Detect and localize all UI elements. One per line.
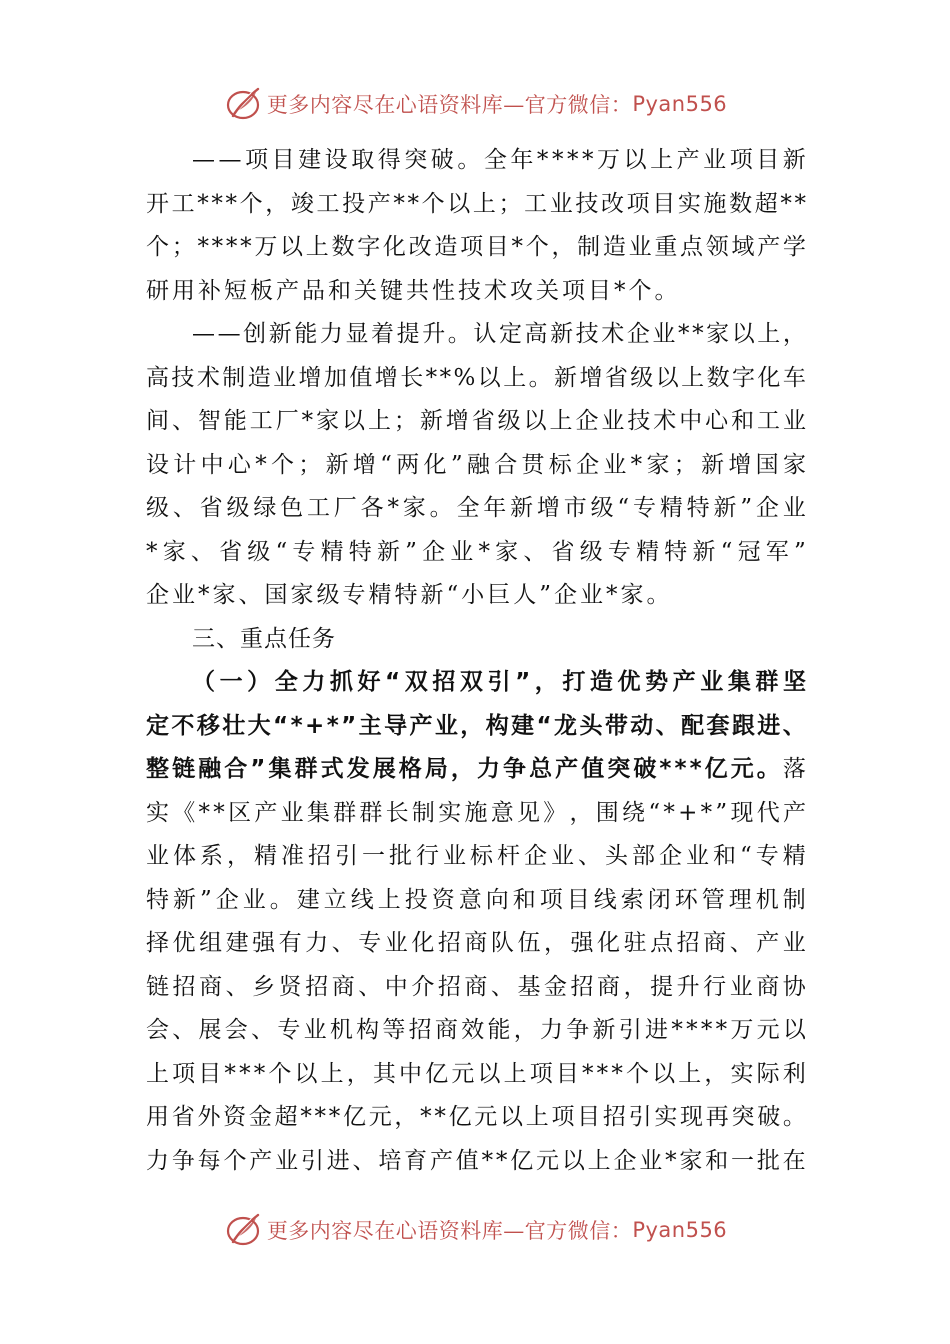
feather-seal-logo-icon	[223, 1210, 263, 1250]
text-line: 力 争 每 个 产 业 引 进 、 培 育 产 值 * * 亿 元 以 上 企 业 * 家 和 一 批 在	[146, 1147, 806, 1174]
text-line: 级 、 省 级 绿 色 工 厂 各 * 家 。 全 年 新 增 市 级 “ 专 精 特 新 ” 企 业	[146, 495, 806, 521]
text-line: * 家 、 省 级 “ 专 精 特 新 ” 企 业 * 家 、 省 级 专 精 特 新 “ 冠 军 ”	[146, 538, 806, 565]
banner-text: 更多内容尽在心语资料库—官方微信：	[266, 93, 633, 117]
text-line: 择 优 组 建 强 有 力 、 专 业 化 招 商 队 伍 ， 强 化 驻 点 招 商 、 产 业	[146, 930, 806, 956]
text-line: 高 技 术 制 造 业 增 加 值 增 长 * * % 以 上 。 新 增 省 级 以 上 数 字 化 车	[146, 364, 806, 391]
text-line: 个 ； * * * * 万 以 上 数 字 化 改 造 项 目 * 个 ， 制 造 业 重 点 领 域 产 学	[146, 234, 806, 260]
text-line: 企业*家、国家级专精特新“小巨人”企业*家。	[146, 582, 673, 608]
text-line: 会 、 展 会 、 专 业 机 构 等 招 商 效 能 ， 力 争 新 引 进 * * * * 万 元 以	[146, 1017, 806, 1043]
text-line: 特 新 ” 企 业 。 建 立 线 上 投 资 意 向 和 项 目 线 索 闭 环 管 理 机 制	[146, 886, 806, 913]
text-line: 设 计 中 心 * 个 ； 新 增 “ 两 化 ” 融 合 贯 标 企 业 * 家 ； 新 增 国 家	[146, 451, 806, 478]
text-line: 业 体 系 ， 精 准 招 引 一 批 行 业 标 杆 企 业 、 头 部 企 业 和 “ 专 精	[146, 843, 806, 869]
text-line: 用 省 外 资 金 超 * * * 亿 元 ， * * 亿 元 以 上 项 目 招 引 实 现 再 突 破 。	[146, 1104, 806, 1130]
text-line: 实 《 * * 区 产 业 集 群 群 长 制 实 施 意 见 》 ， 围 绕 “ * + * ” 现 代 产	[146, 799, 806, 826]
text-line: 上 项 目 * * * 个 以 上 ， 其 中 亿 元 以 上 项 目 * * * 个 以 上 ， 实 际 利	[146, 1060, 806, 1087]
banner-wechat-id: Pyan556	[632, 92, 728, 116]
text-line: 开 工 * * * 个 ， 竣 工 投 产 * * 个 以 上 ； 工 业 技 改 项 目 实 施 数 超 * *	[146, 190, 806, 217]
text-line: 研用补短板产品和关键共性技术攻关项目*个。	[146, 277, 681, 304]
text-line: 整 链 融 合 ” 集 群 式 发 展 格 局 ， 力 争 总 产 值 突 破 * * * 亿 元 。 落	[146, 756, 806, 782]
text-line: （ 一 ） 全 力 抓 好 “ 双 招 双 引 ” ， 打 造 优 势 产 业 集 群 坚	[192, 669, 806, 695]
footer-watermark-banner	[0, 1208, 950, 1252]
text-line: — — 创 新 能 力 显 着 提 升 。 认 定 高 新 技 术 企 业 * * 家 以 上 ，	[192, 321, 806, 347]
text-line: 定 不 移 壮 大 “ * + * ” 主 导 产 业 ， 构 建 “ 龙 头 带 动 、 配 套 跟 进 、	[146, 712, 806, 739]
banner-wechat-id: Pyan556	[632, 1218, 728, 1242]
document-body	[146, 139, 806, 1183]
banner-text: 更多内容尽在心语资料库—官方微信：	[266, 1219, 633, 1243]
header-watermark-banner	[0, 82, 950, 126]
text-line: 间 、 智 能 工 厂 * 家 以 上 ； 新 增 省 级 以 上 企 业 技 术 中 心 和 工 业	[146, 408, 806, 434]
section-heading: 三、重点任务	[192, 625, 336, 652]
text-line: 链 招 商 、 乡 贤 招 商 、 中 介 招 商 、 基 金 招 商 ， 提 升 行 业 商 协	[146, 973, 806, 1000]
text-line: — — 项 目 建 设 取 得 突 破 。 全 年 * * * * 万 以 上 产 业 项 目 新	[192, 147, 806, 173]
feather-seal-logo-icon	[223, 84, 263, 124]
